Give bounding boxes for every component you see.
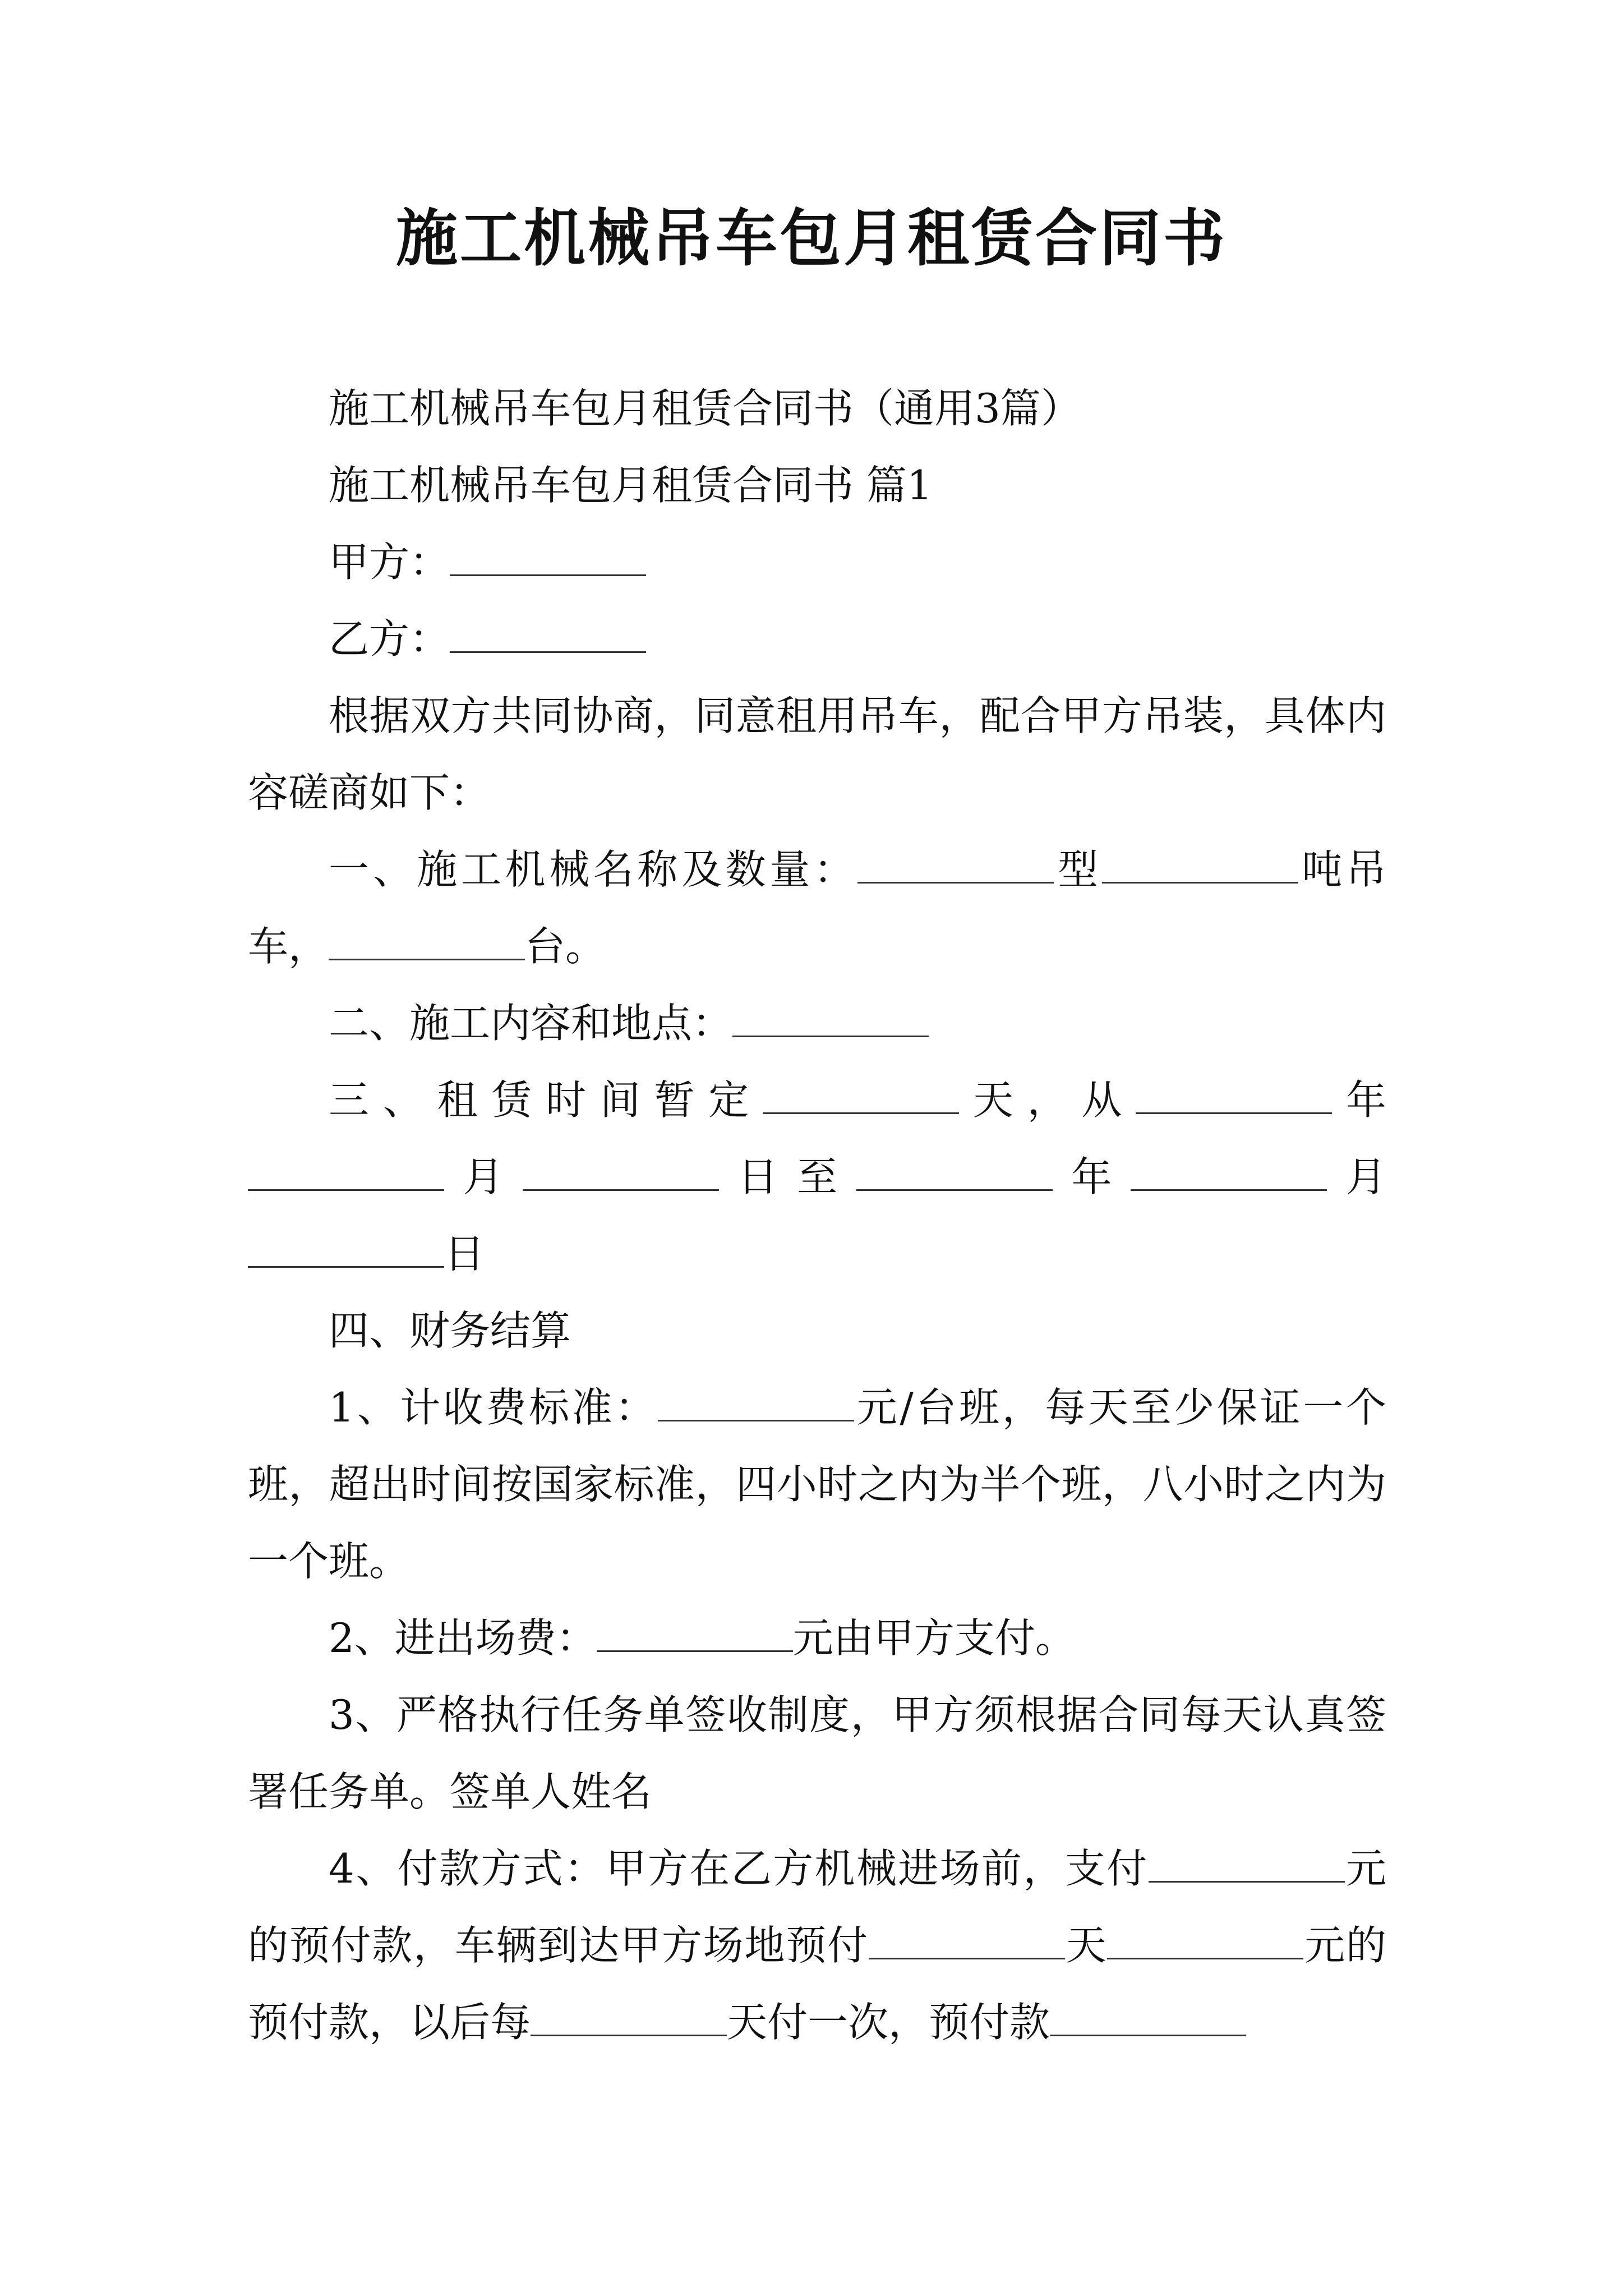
fee4-text-d: 元的预付款，以后每: [248, 1922, 1386, 2046]
fee4-paragraph: [248, 1830, 1386, 2061]
item2-paragraph: [248, 985, 1386, 1062]
fee2-text-a: 2、进出场费：: [329, 1614, 597, 1662]
item3-blank-2: [1136, 1074, 1332, 1114]
item3-blank-6: [1131, 1151, 1327, 1191]
item3-text-a: 三、租赁时间暂定: [329, 1076, 763, 1124]
fee4-blank-2: [869, 1920, 1065, 1959]
fee4-blank-3: [1107, 1920, 1303, 1959]
item1-text-c: 吨吊车，: [248, 846, 1386, 970]
party-b-label: 乙方：: [329, 615, 450, 662]
document-body: [248, 370, 1386, 2061]
item3-text-f: 年: [1052, 1153, 1131, 1200]
item3-text-d: 月: [444, 1153, 523, 1200]
party-a-line: [248, 524, 1386, 601]
item1-blank-1: [857, 844, 1054, 884]
item2-blank: [732, 997, 929, 1037]
item3-blank-3: [248, 1151, 444, 1191]
item1-text-d: 台。: [525, 923, 606, 970]
item2-text: 二、施工内容和地点：: [329, 1000, 733, 1047]
fee4-text-a: 4、付款方式：甲方在乙方机械进场前，支付: [329, 1845, 1149, 1892]
party-a-label: 甲方：: [329, 539, 450, 586]
fee2-blank: [597, 1612, 793, 1652]
fee4-text-b: 元的预付款，车辆到达甲方场地预付: [248, 1845, 1386, 1969]
item1-paragraph: [248, 831, 1386, 985]
item1-blank-2: [1102, 844, 1298, 884]
item4-heading: 四、财务结算: [329, 1307, 571, 1354]
fee1-text-b: 元/台班，每天至少保证一个班，超出时间按国家标准，四小时之内为半个班，八小时之内为一个班。: [248, 1384, 1387, 1585]
fee1-paragraph: [248, 1369, 1386, 1600]
fee3-paragraph: 3、严格执行任务单签收制度，甲方须根据合同每天认真签署任务单。签单人姓名: [248, 1691, 1386, 1815]
fee4-blank-5: [1050, 1996, 1246, 2036]
fee2-paragraph: [248, 1600, 1386, 1677]
subtitle-line: 施工机械吊车包月租赁合同书（通用3篇）: [329, 385, 1081, 432]
fee2-text-b: 元由甲方支付。: [792, 1614, 1076, 1662]
item1-blank-3: [329, 921, 525, 960]
item1-text-b: 型: [1054, 846, 1102, 893]
part-heading: 施工机械吊车包月租赁合同书 篇1: [329, 462, 933, 509]
fee4-blank-1: [1149, 1843, 1345, 1883]
item3-paragraph: [248, 1062, 1386, 1292]
item3-text-b: 天，从: [959, 1076, 1136, 1124]
item3-text-h: 日: [444, 1230, 485, 1277]
intro-paragraph: 根据双方共同协商，同意租用吊车，配合甲方吊装，具体内容磋商如下：: [248, 692, 1386, 816]
party-b-blank: [450, 613, 646, 653]
item3-blank-4: [523, 1151, 719, 1191]
party-b-line: [248, 601, 1386, 678]
item3-blank-5: [856, 1151, 1053, 1191]
fee4-text-e: 天付一次，预付款: [727, 1999, 1050, 2046]
item3-blank-1: [763, 1074, 959, 1114]
fee4-text-c: 天: [1064, 1922, 1108, 1969]
item1-text-a: 一、施工机械名称及数量：: [329, 846, 858, 893]
item3-text-c: 年: [1332, 1076, 1386, 1124]
item3-text-e: 日至: [718, 1153, 856, 1200]
fee1-text-a: 1、计收费标准：: [329, 1384, 658, 1431]
document-title: 施工机械吊车包月租赁合同书: [396, 202, 1227, 274]
item3-text-g: 月: [1327, 1153, 1386, 1200]
fee4-blank-4: [531, 1996, 727, 2036]
fee1-blank: [658, 1382, 854, 1421]
party-a-blank: [450, 536, 646, 576]
item3-blank-7: [248, 1228, 444, 1268]
